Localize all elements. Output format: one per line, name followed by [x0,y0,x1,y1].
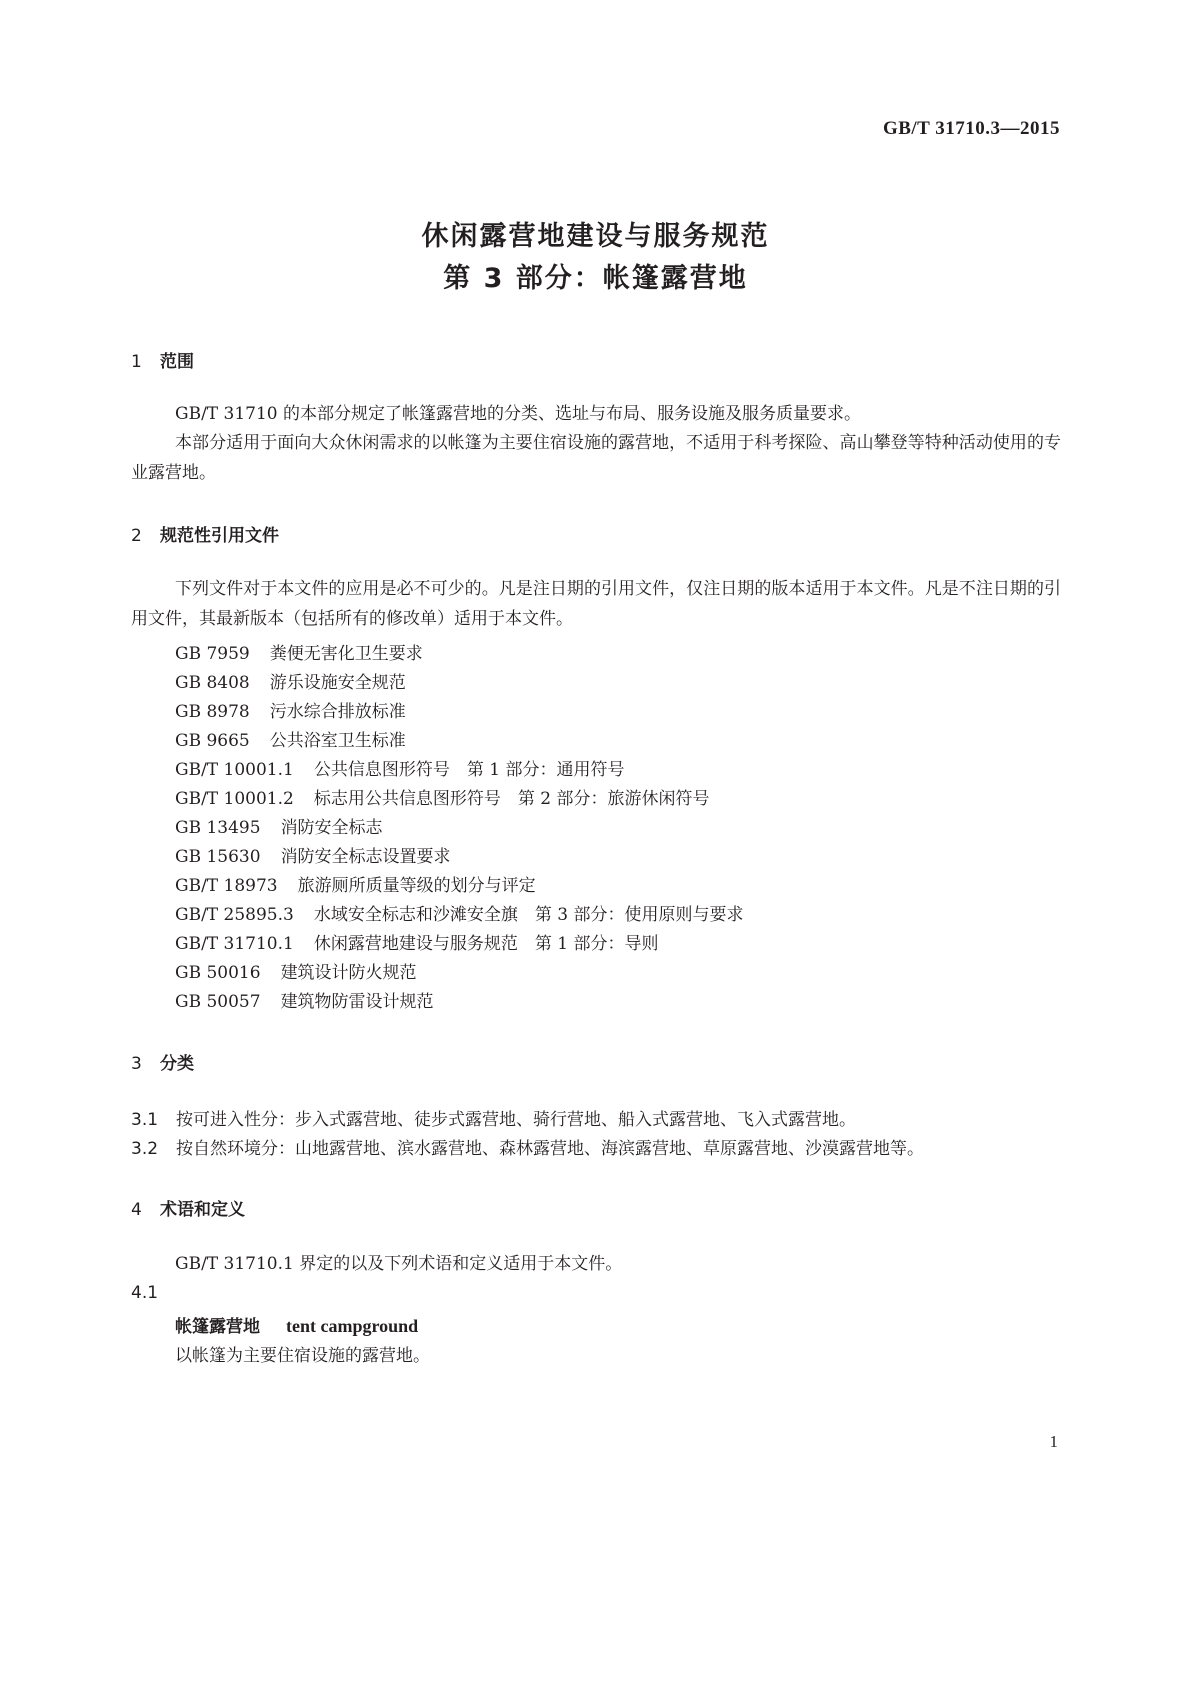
reference-code: GB 9665 [175,731,250,751]
reference-code: GB/T 10001.1 [175,760,294,780]
document-subtitle: 第 3 部分：帐篷露营地 [443,263,748,294]
standard-number: GB/T 31710.3—2015 [882,118,1060,139]
clause-number: 3.1 [131,1110,159,1130]
reference-name: 公共信息图形符号 第 1 部分：通用符号 [313,760,625,780]
term-chinese: 帐篷露营地 [175,1317,260,1337]
section-number: 4 [131,1200,142,1220]
reference-code: GB 8408 [175,673,250,693]
reference-item [175,755,624,780]
reference-item [175,842,451,867]
section-heading-classification [131,1049,194,1074]
clause-text: 按可进入性分：步入式露营地、徒步式露营地、骑行营地、船入式露营地、飞入式露营地。 [176,1110,856,1130]
reference-name: 建筑物防雷设计规范 [280,992,434,1012]
reference-name: 污水综合排放标准 [269,702,406,722]
reference-name: 粪便无害化卫生要求 [269,644,423,664]
section-title: 范围 [160,352,194,372]
reference-name: 标志用公共信息图形符号 第 2 部分：旅游休闲符号 [313,789,710,809]
reference-name: 建筑设计防火规范 [280,963,417,983]
scope-paragraph-1: GB/T 31710 的本部分规定了帐篷露营地的分类、选址与布局、服务设施及服务质量要求。 [175,404,862,424]
reference-code: GB 50057 [175,992,261,1012]
reference-item [175,697,406,722]
reference-item [175,929,658,954]
reference-item [175,958,417,983]
reference-code: GB/T 31710.1 [175,934,294,954]
reference-code: GB 13495 [175,818,261,838]
reference-code: GB 15630 [175,847,261,867]
references-intro: 下列文件对于本文件的应用是必不可少的。凡是注日期的引用文件，仅注日期的版本适用于本文件。凡是不注日期的引用文件，其最新版本（包括所有的修改单）适用于本文件。 [131,579,1061,629]
reference-name: 旅游厕所质量等级的划分与评定 [297,876,536,896]
clause-number: 3.2 [131,1139,159,1159]
classification-item [131,1105,856,1130]
section-title: 规范性引用文件 [160,526,279,546]
reference-code: GB 8978 [175,702,250,722]
term-number: 4.1 [131,1283,159,1303]
reference-code: GB 7959 [175,644,250,664]
page-number: 1 [1049,1432,1058,1451]
section-heading-scope [131,347,194,372]
clause-text: 按自然环境分：山地露营地、滨水露营地、森林露营地、海滨露营地、草原露营地、沙漠露营地等。 [176,1139,924,1159]
reference-name: 消防安全标志设置要求 [280,847,451,867]
document-title: 休闲露营地建设与服务规范 [421,221,770,252]
reference-item [175,726,406,751]
reference-item [175,668,406,693]
section-number: 2 [131,526,142,546]
reference-item [175,871,536,896]
reference-code: GB 50016 [175,963,261,983]
reference-code: GB/T 10001.2 [175,789,294,809]
reference-code: GB/T 25895.3 [175,905,294,925]
reference-item [175,987,434,1012]
section-title: 术语和定义 [160,1200,245,1220]
reference-name: 消防安全标志 [280,818,383,838]
reference-code: GB/T 18973 [175,876,278,896]
term-definition: 以帐篷为主要住宿设施的露营地。 [175,1346,430,1366]
reference-name: 休闲露营地建设与服务规范 第 1 部分：导则 [313,934,659,954]
classification-item [131,1134,924,1159]
reference-item [175,900,743,925]
section-heading-normative-references [131,521,279,546]
reference-name: 公共浴室卫生标准 [269,731,406,751]
term-entry [175,1312,418,1337]
section-heading-terms [131,1195,245,1220]
reference-item [175,784,709,809]
reference-name: 游乐设施安全规范 [269,673,406,693]
scope-paragraph-2: 本部分适用于面向大众休闲需求的以帐篷为主要住宿设施的露营地，不适用于科考探险、高山攀登等特种活动使用的专业露营地。 [131,433,1061,483]
section-title: 分类 [160,1054,194,1074]
section-number: 3 [131,1054,142,1074]
reference-item [175,813,383,838]
reference-item [175,639,423,664]
section-number: 1 [131,352,142,372]
term-english: tent campground [286,1316,419,1336]
reference-name: 水域安全标志和沙滩安全旗 第 3 部分：使用原则与要求 [313,905,744,925]
terms-intro: GB/T 31710.1 界定的以及下列术语和定义适用于本文件。 [175,1254,623,1274]
